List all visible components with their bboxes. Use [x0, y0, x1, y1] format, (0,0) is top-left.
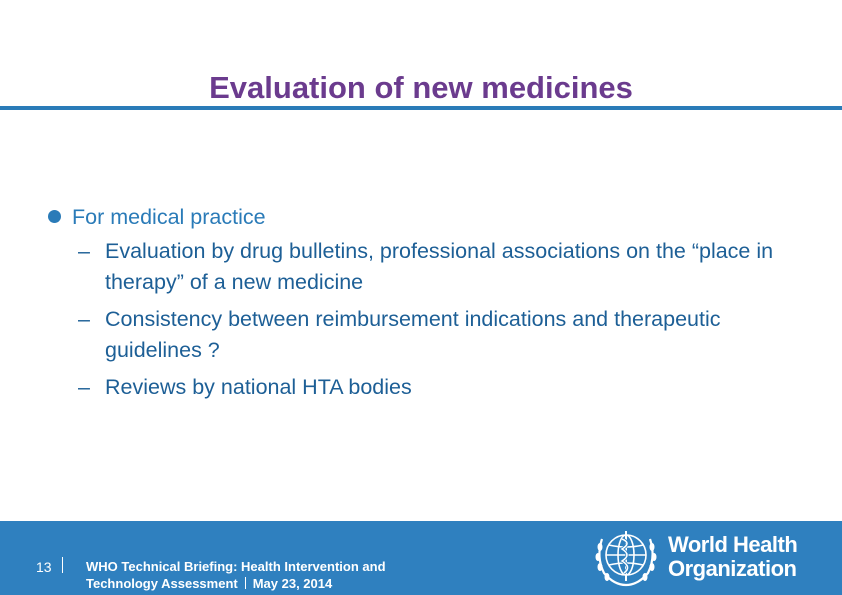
- who-name-line-2: Organization: [668, 556, 797, 581]
- bullet-text: For medical practice: [72, 205, 266, 229]
- dash-marker: –: [78, 307, 90, 331]
- footer-line-1: WHO Technical Briefing: Health Intervention and: [86, 559, 386, 574]
- dash-marker: –: [78, 239, 90, 263]
- who-wordmark: [668, 533, 797, 581]
- footer-caption: [86, 558, 386, 592]
- footer-date: May 23, 2014: [252, 576, 333, 591]
- footer-separator: [245, 577, 246, 589]
- page-number: 13: [36, 559, 52, 575]
- slide-title: Evaluation of new medicines: [209, 70, 633, 105]
- who-name-line-1: World Health: [668, 532, 798, 557]
- slide-content: [48, 204, 808, 409]
- bullet-item: [48, 204, 808, 230]
- sub-bullet-item: [48, 304, 808, 366]
- slide-footer: [0, 521, 842, 595]
- sub-bullet-text: Evaluation by drug bulletins, professional associations on the “place in therapy” of a new medicine: [105, 239, 774, 294]
- sub-bullet-item: [48, 372, 808, 403]
- sub-bullet-item: [48, 236, 808, 298]
- dash-marker: –: [78, 375, 90, 399]
- footer-line-2: [86, 575, 386, 592]
- title-divider: [0, 106, 842, 110]
- who-emblem-icon: [592, 527, 660, 589]
- footer-topic: Technology Assessment: [86, 576, 238, 591]
- page-separator: [62, 557, 63, 573]
- sub-bullet-text: Reviews by national HTA bodies: [105, 375, 412, 399]
- sub-bullet-list: [48, 236, 808, 403]
- bullet-dot-icon: [48, 210, 61, 223]
- sub-bullet-text: Consistency between reimbursement indications and therapeutic guidelines ?: [105, 307, 721, 362]
